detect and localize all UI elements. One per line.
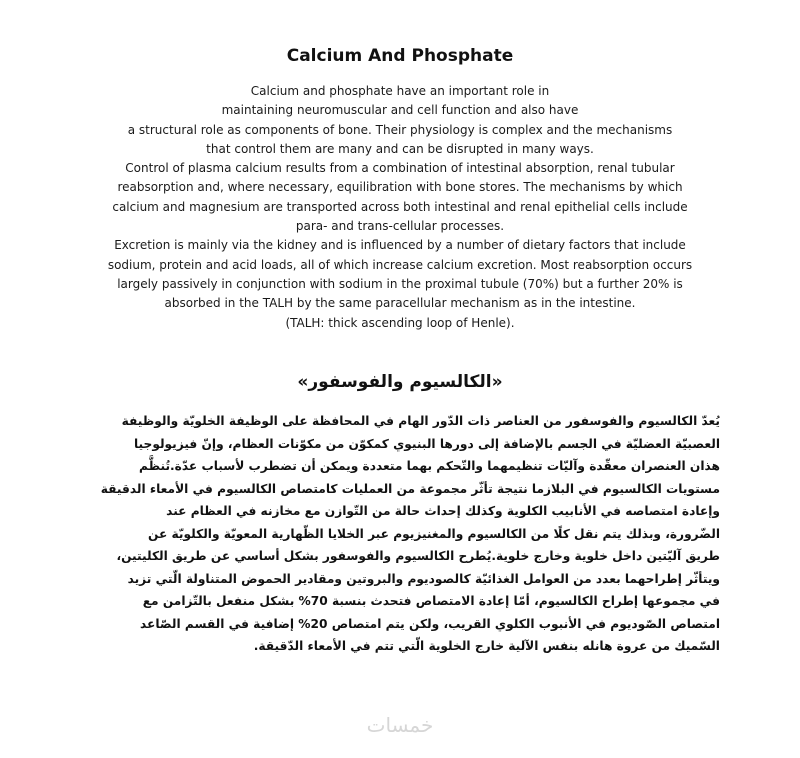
english-line: that control them are many and can be disrupted in many ways. [206, 141, 594, 156]
english-paragraph [70, 82, 730, 333]
arabic-paragraph [100, 410, 720, 658]
english-line: Calcium and phosphate have an important role in [250, 84, 550, 98]
english-line: largely passively in conjunction with sodium in the proximal tubule (70%) but a further 20% is [117, 276, 683, 291]
arabic-line: هذان العنصران معقّدة وآليّات تنظيمهما والتّحكم بهما متعددة ويمكن أن تضطرب لأسباب عدّة.تُنظَّم [139, 459, 720, 473]
english-title: Calcium And Phosphate [286, 46, 514, 66]
english-line: (TALH: thick ascending loop of Henle). [285, 315, 515, 330]
english-line: calcium and magnesium are transported across both intestinal and renal epithelial cells include [112, 199, 688, 214]
arabic-line: ويتأثّر إطراحهما بعدد من العوامل الغذائيّة كالصوديوم والبروتين ومقادير الحموض المتناولة الّتي تزيد [127, 571, 720, 586]
english-line: para- and trans-cellular processes. [295, 219, 505, 234]
arabic-line: الضّرورة، وبذلك يتم نقل كلًا من الكالسيوم والمغنيزيوم عبر الخلايا الظّهارية المعويّة والكلويّة عن [148, 526, 720, 541]
arabic-title: «الكالسيوم والفوسفور» [297, 372, 503, 392]
arabic-line: السّميك من عروة هانله بنفس الآلية خارج الخلوية الّتي تتم في الأمعاء الدّقيقة. [253, 639, 720, 653]
arabic-line: طريق آليّتين داخل خلوية وخارج خلوية.يُطرح الكالسيوم والفوسفور بشكل أساسي عن طريق الكليتين، [116, 549, 720, 563]
arabic-line: العصبيّة العضليّة في الجسم بالإضافة إلى دورها البنيوي كمكوّن من مكوّنات العظام، وإنّ فيزيولوجيا [133, 436, 720, 451]
arabic-line: امتصاص الصّوديوم في الأنبوب الكلوي القريب، ولكن يتم امتصاص 20% إضافية في القسم الصّاعد [139, 616, 720, 631]
watermark-logo: خمسات [366, 713, 434, 737]
arabic-line: وإعادة امتصاصه في الأنابيب الكلوية وكذلك إحداث حالة من التّوازن مع مخازنه في العظام عند [166, 504, 720, 518]
english-line: absorbed in the TALH by the same paracellular mechanism as in the intestine. [164, 296, 636, 311]
arabic-line: في مجموعها إطراح الكالسيوم، أمّا إعادة الامتصاص فتحدث بنسبة 70% بشكل منفعل بالتّزامن مع [142, 594, 720, 608]
arabic-line: مستويات الكالسيوم في البلازما نتيجة تأثّر مجموعة من العمليات كامتصاص الكالسيوم في الأمعاء الدقيقة [100, 481, 720, 496]
english-line: sodium, protein and acid loads, all of which increase calcium excretion. Most reabsorption occurs [107, 257, 693, 272]
arabic-line: يُعدّ الكالسيوم والفوسفور من العناصر ذات الدّور الهام في المحافظة على الوظيفة الخلويّة والوظيفة [121, 414, 720, 428]
english-line: Excretion is mainly via the kidney and is influenced by a number of dietary factors that include [114, 238, 686, 253]
english-line: maintaining neuromuscular and cell function and also have [221, 103, 579, 118]
english-line: Control of plasma calcium results from a combination of intestinal absorption, renal tubular [125, 161, 675, 176]
english-line: a structural role as components of bone. Their physiology is complex and the mechanisms [127, 122, 673, 137]
english-line: reabsorption and, where necessary, equilibration with bone stores. The mechanisms by which [117, 180, 683, 195]
